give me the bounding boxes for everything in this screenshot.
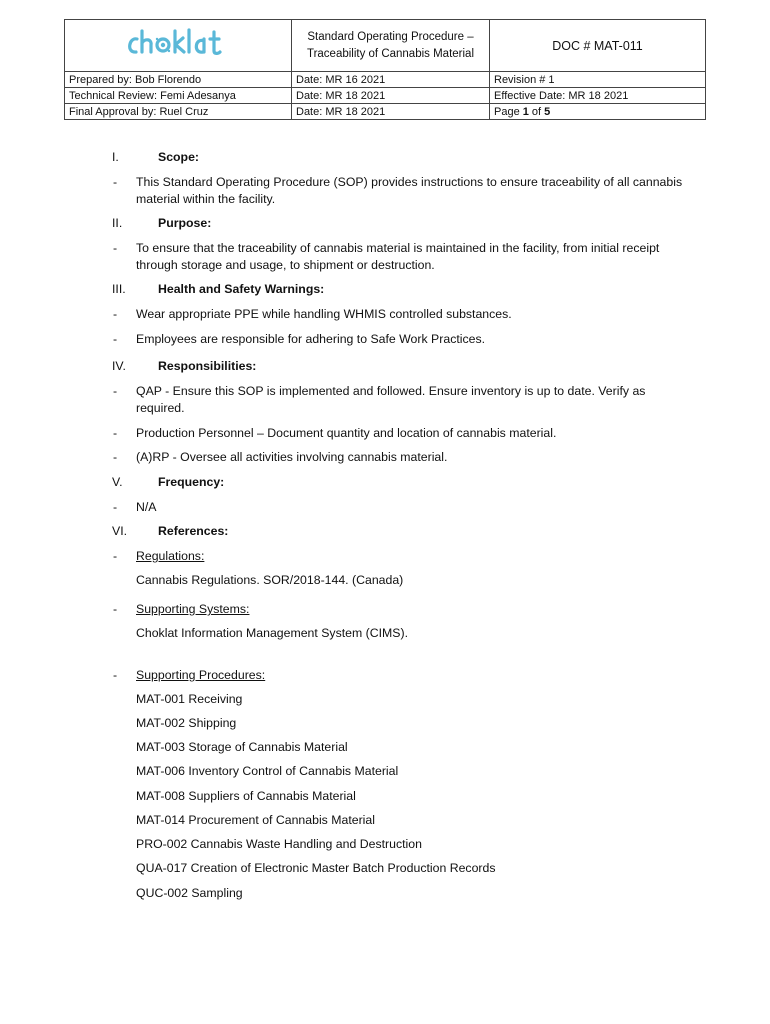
bullet-dash: - <box>113 450 118 464</box>
section-title-health: Health and Safety Warnings: <box>158 282 325 296</box>
procedure-item: MAT-003 Storage of Cannabis Material <box>136 740 348 754</box>
section-number: III. <box>112 282 126 296</box>
responsibility-item: (A)RP - Oversee all activities involving cannabis material. <box>136 450 448 464</box>
bullet-dash: - <box>113 384 118 398</box>
procedure-item: MAT-002 Shipping <box>136 716 237 730</box>
prepared-by: Prepared by: Bob Florendo <box>65 72 292 88</box>
section-number: II. <box>112 216 123 230</box>
purpose-text: through storage and usage, to shipment or destruction. <box>136 258 435 272</box>
responsibility-item: QAP - Ensure this SOP is implemented and followed. Ensure inventory is up to date. Verify as <box>136 384 646 398</box>
health-item: Employees are responsible for adhering to Safe Work Practices. <box>136 332 486 346</box>
section-title-purpose: Purpose: <box>158 216 212 230</box>
frequency-value: N/A <box>136 500 157 514</box>
section-number: I. <box>112 150 119 164</box>
section-title-frequency: Frequency: <box>158 475 225 489</box>
bullet-dash: - <box>113 175 118 189</box>
procedures-label: Supporting Procedures: <box>136 668 266 682</box>
procedure-item: MAT-008 Suppliers of Cannabis Material <box>136 789 356 803</box>
effective-date: Effective Date: MR 18 2021 <box>490 88 706 104</box>
purpose-text: To ensure that the traceability of cannabis material is maintained in the facility, from initial receipt <box>136 241 660 255</box>
document-title: Standard Operating Procedure – Traceability of Cannabis Material <box>292 20 490 72</box>
bullet-dash: - <box>113 500 118 514</box>
logo-text: choklat <box>178 60 182 61</box>
procedure-item: PRO-002 Cannabis Waste Handling and Destruction <box>136 837 422 851</box>
prepared-date: Date: MR 16 2021 <box>292 72 490 88</box>
revision: Revision # 1 <box>490 72 706 88</box>
regulations-text: Cannabis Regulations. SOR/2018-144. (Canada) <box>136 573 404 587</box>
review-date: Date: MR 18 2021 <box>292 88 490 104</box>
bullet-dash: - <box>113 602 118 616</box>
procedure-item: QUC-002 Sampling <box>136 886 243 900</box>
final-approval: Final Approval by: Ruel Cruz <box>65 104 292 120</box>
technical-review: Technical Review: Femi Adesanya <box>65 88 292 104</box>
procedure-item: MAT-001 Receiving <box>136 692 243 706</box>
document-number: DOC # MAT-011 <box>490 20 706 72</box>
bullet-dash: - <box>113 549 118 563</box>
section-title-references: References: <box>158 524 229 538</box>
bullet-dash: - <box>113 668 118 682</box>
approval-date: Date: MR 18 2021 <box>292 104 490 120</box>
section-number: VI. <box>112 524 128 538</box>
bullet-dash: - <box>113 241 118 255</box>
health-item: Wear appropriate PPE while handling WHMIS controlled substances. <box>136 307 512 321</box>
systems-label: Supporting Systems: <box>136 602 250 616</box>
procedure-item: MAT-006 Inventory Control of Cannabis Material <box>136 764 399 778</box>
bullet-dash: - <box>113 332 118 346</box>
choklat-logo <box>123 27 233 61</box>
bullet-dash: - <box>113 307 118 321</box>
bullet-dash: - <box>113 426 118 440</box>
document-header-table <box>64 19 706 120</box>
regulations-label: Regulations: <box>136 549 205 563</box>
scope-text: material within the facility. <box>136 192 276 206</box>
scope-text: This Standard Operating Procedure (SOP) provides instructions to ensure traceability of all cannabis <box>136 175 683 189</box>
procedure-item: MAT-014 Procurement of Cannabis Material <box>136 813 375 827</box>
page-indicator: Page 1 of 5 <box>490 104 706 120</box>
section-title-responsibilities: Responsibilities: <box>158 359 257 373</box>
section-number: IV. <box>112 359 126 373</box>
section-number: V. <box>112 475 123 489</box>
responsibility-item: Production Personnel – Document quantity and location of cannabis material. <box>136 426 557 440</box>
section-title-scope: Scope: <box>158 150 199 164</box>
responsibility-item: required. <box>136 401 185 415</box>
systems-text: Choklat Information Management System (CIMS). <box>136 626 408 640</box>
procedure-item: QUA-017 Creation of Electronic Master Batch Production Records <box>136 861 496 875</box>
logo-cell <box>65 20 292 72</box>
